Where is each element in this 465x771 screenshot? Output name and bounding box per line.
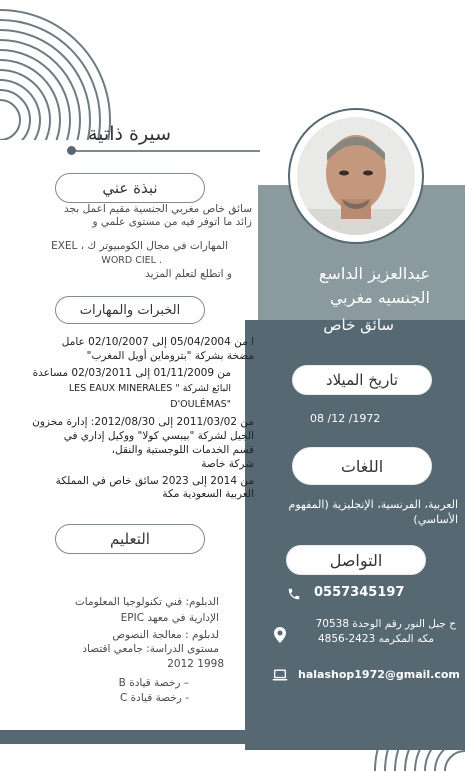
contact-heading-pill — [286, 545, 426, 575]
about-line-4: WORD CIEL . — [101, 255, 162, 266]
birth-heading: تاريخ الميلاد — [325, 371, 399, 389]
about-line-5: و اتطلع لتعلم المزيد — [145, 268, 232, 280]
experience-heading-pill — [55, 296, 205, 324]
languages-value: العربية، الفرنسية، الإنجليزية (المفهوم الأساسي) — [288, 498, 458, 526]
profile-name: عبدالعزيز الداسع — [318, 264, 430, 283]
profile-job: سائق خاص — [323, 316, 394, 334]
education-line-1: الدبلوم: فني تكنولوجيا المعلومات — [74, 596, 219, 608]
experience-heading: الخبرات والمهارات — [79, 302, 181, 318]
contact-heading: التواصل — [329, 550, 383, 570]
education-line-7: - رخصة قيادة C — [119, 692, 189, 704]
education-line-5: 2012 1998 — [167, 658, 224, 670]
experience-line-2: مضخة بشركة "بتروماين أويل المغرب" — [86, 350, 254, 362]
experience-line-5: D'OULÉMAS" — [170, 399, 231, 410]
education-line-3: لدبلوم : معالجة النصوص — [112, 629, 219, 641]
phone-icon — [287, 587, 301, 601]
education-heading-pill — [55, 524, 205, 554]
about-line-2: زائد ما اتوفر فيه من مستوى علمي و — [92, 216, 252, 228]
experience-line-3: من 01/11/2009 إلى 02/03/2011 مساعدة — [32, 367, 231, 379]
about-heading: نبذة عني — [102, 179, 158, 197]
about-line-1: سائق خاص مغربي الجنسية مقيم اعمل بجد — [64, 203, 252, 215]
title-dot — [67, 146, 76, 155]
profile-photo-ring — [288, 108, 424, 244]
avatar — [297, 117, 415, 235]
decorative-arcs-top — [0, 0, 140, 140]
about-line-3: المهارات في مجال الكومبيوتر ك ، EXEL — [51, 240, 228, 252]
laptop-icon — [272, 669, 288, 682]
languages-heading-pill — [292, 447, 432, 485]
birth-heading-pill — [292, 365, 432, 395]
education-line-4: مستوى الدراسة: جامعي اقتصاد — [82, 643, 219, 655]
education-heading: التعليم — [110, 530, 150, 548]
title-underline — [70, 150, 260, 152]
experience-line-11: العربية السعودية مكة — [162, 488, 254, 500]
experience-line-1: ا من 05/04/2004 إلى 02/10/2007 عامل — [61, 336, 254, 348]
birth-date: 08 /12 /1972 — [310, 412, 381, 425]
education-line-2: الإدارية في معهد EPIC — [120, 612, 219, 624]
experience-line-6: من 2011/03/02 إلى 2012/08/30: إدارة مخزون — [32, 416, 254, 428]
experience-line-10: من 2014 إلى 2023 سائق خاص في المملكة — [55, 475, 254, 487]
experience-line-4: البائع لشركة " LES EAUX MINERALES — [68, 383, 231, 394]
panel-divider — [0, 730, 260, 744]
experience-line-7: الجيل لشركة "بيبسي كولا" ووكيل إداري في — [63, 430, 254, 442]
languages-heading: اللغات — [340, 456, 384, 476]
profile-nationality: الجنسيه مغربي — [329, 288, 430, 307]
contact-address-line-2: مكه المكرمه 2423-4856 — [317, 633, 434, 645]
about-heading-pill — [55, 173, 205, 203]
contact-email[interactable]: halashop1972@gmail.com — [298, 668, 460, 681]
education-line-6: – رخصة قيادة B — [118, 677, 189, 689]
contact-address-line-1: ح جبل النور رقم الوحدة 70538 — [315, 618, 456, 630]
experience-line-9: شركة خاصة — [201, 458, 254, 470]
experience-line-8: قسم الخدمات اللوجستية والنقل، — [111, 444, 254, 456]
contact-phone[interactable]: 0557345197 — [314, 585, 405, 600]
location-pin-icon — [274, 627, 286, 643]
page-title: سيرة ذاتية — [88, 123, 172, 145]
